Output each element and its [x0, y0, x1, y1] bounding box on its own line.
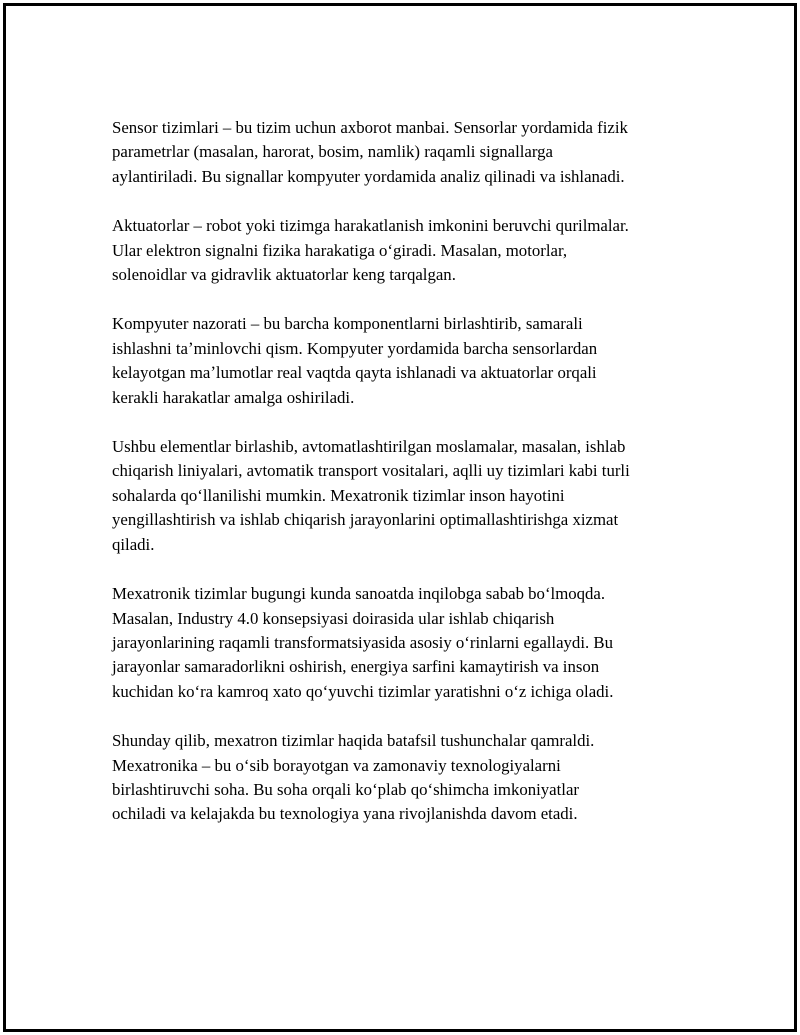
- text-line: jarayonlar samaradorlikni oshirish, energiya sarfini kamaytirish va inson: [112, 657, 600, 677]
- paragraph-computer-control: [112, 312, 712, 410]
- document-body: [112, 116, 712, 852]
- text-line: Sensor tizimlari – bu tizim uchun axborot manbai. Sensorlar yordamida fizik: [112, 118, 628, 137]
- text-line: Kompyuter nazorati – bu barcha komponentlarni birlashtirib, samarali: [112, 314, 583, 334]
- text-line: sohalarda qoʻllanilishi mumkin. Mexatronik tizimlar inson hayotini: [112, 485, 565, 505]
- text-line: parametrlar (masalan, harorat, bosim, namlik) raqamli signallarga: [112, 142, 553, 162]
- text-line: kerakli harakatlar amalga oshiriladi.: [112, 387, 355, 407]
- text-line: kuchidan koʻra kamroq xato qoʻyuvchi tizimlar yaratishni oʻz ichiga oladi.: [112, 681, 614, 701]
- paragraph-industry: [112, 582, 712, 704]
- paragraph-actuators: [112, 214, 712, 287]
- text-line: Masalan, Industry 4.0 konsepsiyasi doirasida ular ishlab chiqarish: [112, 608, 555, 628]
- paragraph-applications: [112, 435, 712, 557]
- paragraph-sensor-systems: [112, 116, 712, 189]
- text-line: ishlashni taʼminlovchi qism. Kompyuter yordamida barcha sensorlardan: [112, 338, 598, 358]
- text-line: solenoidlar va gidravlik aktuatorlar keng tarqalgan.: [112, 265, 456, 285]
- text-line: qiladi.: [112, 534, 155, 554]
- text-line: kelayotgan maʼlumotlar real vaqtda qayta ishlanadi va aktuatorlar orqali: [112, 363, 597, 383]
- text-line: yengillashtirish va ishlab chiqarish jarayonlarini optimallashtirishga xizmat: [112, 510, 619, 530]
- text-line: aylantiriladi. Bu signallar kompyuter yordamida analiz qilinadi va ishlanadi.: [112, 166, 625, 186]
- text-line: Ular elektron signalni fizika harakatiga oʻgiradi. Masalan, motorlar,: [112, 240, 568, 260]
- text-line: Ushbu elementlar birlashib, avtomatlashtirilgan moslamalar, masalan, ishlab: [112, 437, 626, 457]
- text-line: chiqarish liniyalari, avtomatik transport vositalari, aqlli uy tizimlari kabi turli: [112, 461, 630, 481]
- text-line: Shunday qilib, mexatron tizimlar haqida batafsil tushunchalar qamraldi.: [112, 731, 595, 751]
- text-line: Aktuatorlar – robot yoki tizimga harakatlanish imkonini beruvchi qurilmalar.: [112, 216, 629, 236]
- text-line: Mexatronik tizimlar bugungi kunda sanoatda inqilobga sabab boʻlmoqda.: [112, 584, 606, 604]
- text-line: birlashtiruvchi soha. Bu soha orqali koʻplab qoʻshimcha imkoniyatlar: [112, 779, 579, 799]
- text-line: ochiladi va kelajakda bu texnologiya yana rivojlanishda davom etadi.: [112, 804, 578, 824]
- paragraph-conclusion: [112, 729, 712, 827]
- text-line: jarayonlarining raqamli transformatsiyasida asosiy oʻrinlarni egallaydi. Bu: [112, 632, 613, 652]
- text-line: Mexatronika – bu oʻsib borayotgan va zamonaviy texnologiyalarni: [112, 755, 561, 775]
